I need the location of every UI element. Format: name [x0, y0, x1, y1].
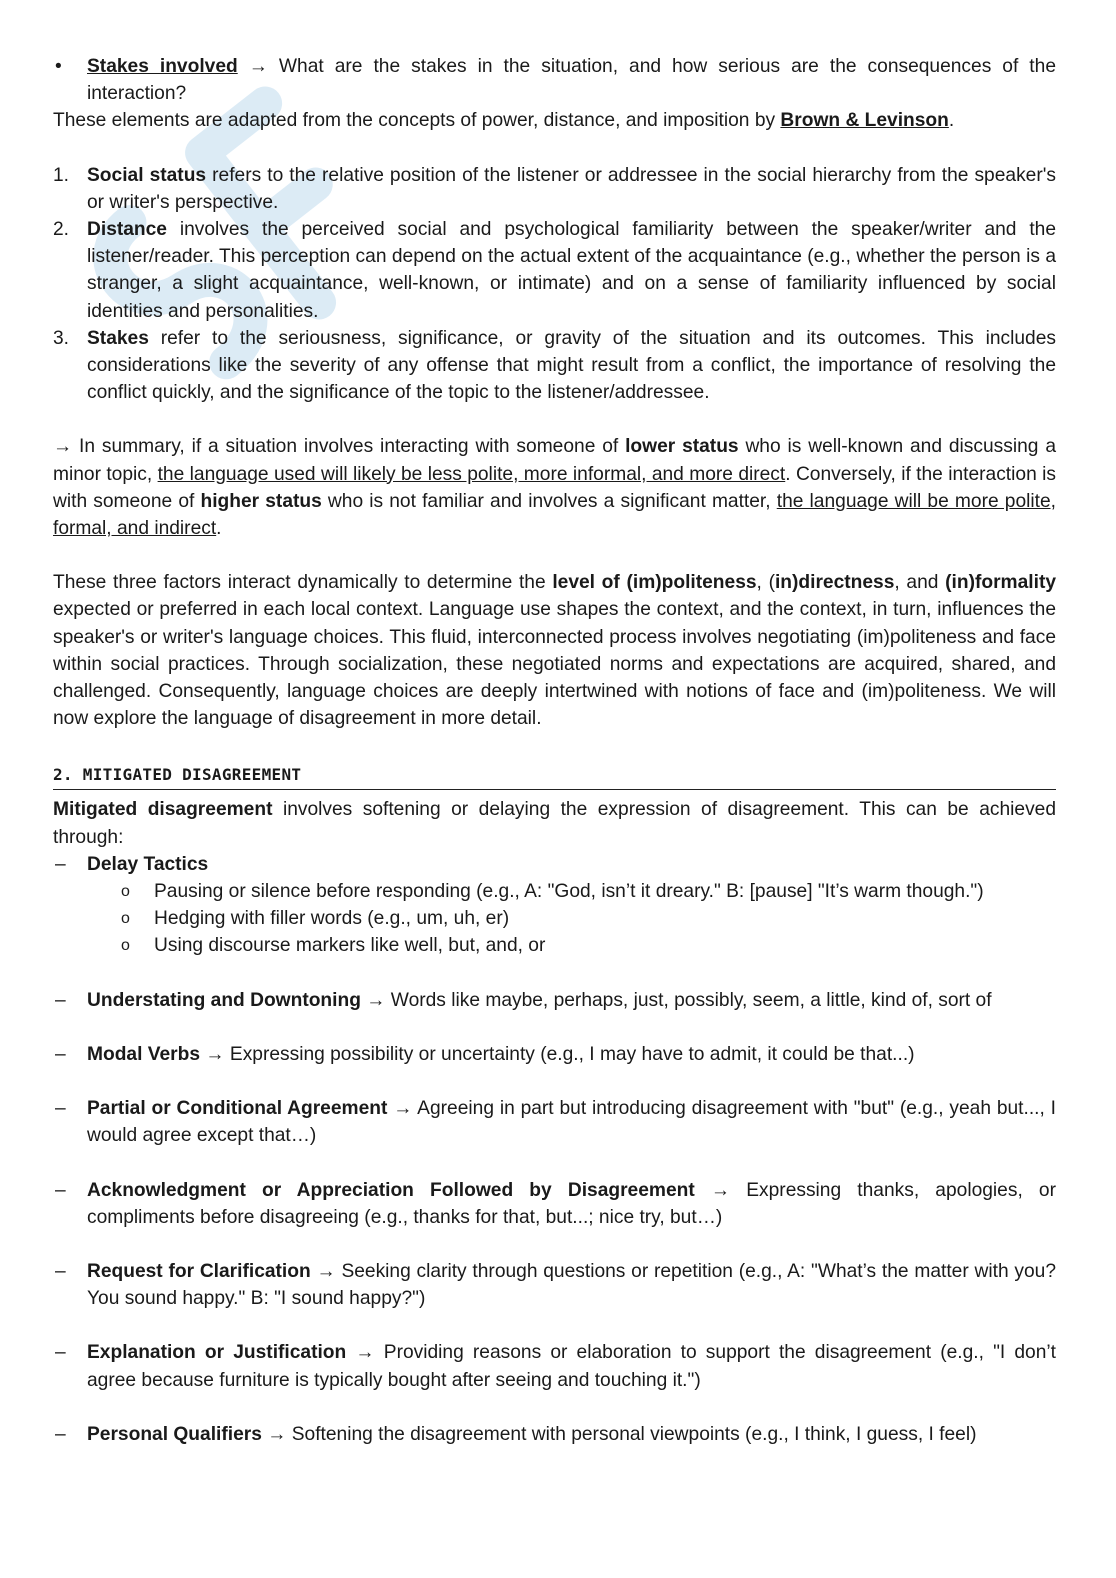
summary-text: who is not familiar and involves a significant matter, — [321, 490, 777, 512]
sub-item — [53, 932, 1056, 959]
strategy-text: Words like maybe, perhaps, just, possibly, seem, a little, kind of, sort of — [385, 989, 992, 1011]
sub-item — [53, 905, 1056, 932]
term: Explanation or Justification — [87, 1342, 347, 1364]
bullet-marker: • — [55, 56, 62, 77]
dash-marker: – — [55, 1098, 66, 1120]
dash-marker: – — [55, 1423, 66, 1445]
dash-marker: – — [55, 1043, 66, 1065]
dash-marker: – — [55, 1179, 66, 1201]
arrow-icon: → — [205, 1043, 225, 1065]
adapted-paragraph — [53, 107, 1056, 134]
bold-term: (in)formality — [945, 572, 1057, 594]
item-text: involves the perceived social and psychological familiarity between the speaker/writer and the listener/reader. This perception can depend on the actual extent of the acquaintance (e.g., whether the person is a stranger, a slight acquaintance, well-known, or intimate) and on a sense of familiarity influenced by social identities and personalities. — [87, 219, 1056, 322]
term: Stakes — [87, 327, 149, 349]
numbered-item-distance — [53, 216, 1056, 325]
dash-marker: – — [55, 853, 66, 875]
circle-bullet-icon: o — [121, 910, 130, 928]
term: Personal Qualifiers — [87, 1423, 262, 1445]
intro-term: Mitigated disagreement — [53, 799, 273, 821]
sub-item — [53, 878, 1056, 905]
term: Request for Clarification — [87, 1260, 311, 1282]
intro-text: involves softening or delaying the expression of disagreement. This can be achieved through: — [53, 799, 1056, 848]
arrow-icon: → — [393, 1098, 413, 1120]
circle-bullet-icon: o — [121, 883, 130, 901]
dash-marker: – — [55, 1260, 66, 1282]
underlined-phrase: the language used will likely be less polite, more informal, and more direct — [157, 463, 786, 485]
sub-item-text: Hedging with filler words (e.g., um, uh, er) — [154, 908, 510, 930]
dash-marker: – — [55, 1342, 66, 1364]
intro-paragraph — [53, 796, 1056, 850]
section-heading: 2. MITIGATED DISAGREEMENT — [53, 764, 1056, 790]
arrow-icon: → — [267, 1423, 287, 1445]
strategy-modal-verbs — [53, 1041, 1056, 1068]
strategy-understating — [53, 987, 1056, 1014]
term: Modal Verbs — [87, 1043, 201, 1065]
summary-text: In summary, if a situation involves interacting with someone of — [72, 436, 626, 458]
summary-text: . — [216, 518, 222, 540]
arrow-icon: → — [366, 989, 386, 1011]
higher-status: higher status — [200, 490, 322, 512]
item-text: refers to the relative position of the listener or addressee in the social hierarchy from the speaker's or writer's perspective. — [87, 164, 1056, 213]
sub-item-text: Using discourse markers like well, but, and, or — [154, 935, 546, 957]
strategy-explanation — [53, 1339, 1056, 1393]
strategy-acknowledgment — [53, 1177, 1056, 1231]
term: Partial or Conditional Agreement — [87, 1098, 388, 1120]
bold-term: in)directness — [774, 572, 895, 594]
strategy-request-clarification — [53, 1258, 1056, 1312]
summary-text: . Conversely, if the interaction is with someone of — [53, 463, 1056, 512]
strategy-text: Softening the disagreement with personal viewpoints (e.g., I think, I guess, I feel) — [286, 1423, 977, 1445]
factors-text: , ( — [756, 572, 775, 594]
factors-paragraph — [53, 569, 1056, 732]
adapted-end: . — [948, 110, 955, 132]
strategy-text: Agreeing in part but introducing disagreement with "but" (e.g., yeah but..., I would agree except that…) — [87, 1098, 1056, 1147]
term: Understating and Downtoning — [87, 989, 361, 1011]
term-stakes-involved: Stakes involved — [87, 56, 238, 77]
arrow-icon: → — [53, 436, 73, 458]
numbered-item-social-status — [53, 162, 1056, 216]
term: Social status — [87, 164, 207, 186]
strategy-delay-tactics — [53, 851, 1056, 878]
document-page — [53, 53, 1056, 1448]
brown-levinson-link[interactable]: Brown & Levinson — [780, 110, 949, 132]
strategy-text: Expressing thanks, apologies, or compliments before disagreeing (e.g., thanks for that, but...; nice try, but…) — [87, 1179, 1056, 1228]
term: Distance — [87, 219, 167, 241]
dash-marker: – — [55, 989, 66, 1011]
sub-item-text: Pausing or silence before responding (e.g., A: "God, isn’t it dreary." B: [pause] "It’s warm though.") — [154, 881, 984, 903]
arrow-icon: → — [316, 1260, 336, 1282]
arrow-icon: → — [355, 1342, 375, 1364]
strategy-partial-agreement — [53, 1095, 1056, 1149]
arrow-icon: → — [710, 1179, 731, 1201]
arrow-icon: → — [248, 56, 268, 77]
bullet-stakes-involved — [53, 53, 1056, 107]
bold-term: level of (im)politeness — [552, 572, 757, 594]
factors-text: expected or preferred in each local context. Language use shapes the context, and the context, in turn, influences the speaker's or writer's language choices. This fluid, interconnected process involves negotiating (im)politeness and face within social practices. Through socialization, these negotiated norms and expectations are acquired, shared, and challenged. Consequently, language choices are deeply intertwined with notions of face and (im)politeness. We will now explore the language of disagreement in more detail. — [53, 599, 1056, 730]
factors-text: These three factors interact dynamically to determine the — [53, 572, 553, 594]
number-label: 1. — [53, 164, 70, 186]
term: Acknowledgment or Appreciation Followed by Disagreement — [87, 1179, 695, 1201]
bullet-text: What are the stakes in the situation, and how serious are the consequences of the interaction? — [87, 56, 1056, 105]
factors-text: , and — [894, 572, 946, 594]
summary-paragraph — [53, 433, 1056, 542]
numbered-item-stakes — [53, 325, 1056, 407]
circle-bullet-icon: o — [121, 937, 130, 955]
strategy-text: Expressing possibility or uncertainty (e.g., I may have to admit, it could be that...) — [224, 1043, 915, 1065]
number-label: 2. — [53, 219, 70, 241]
number-label: 3. — [53, 327, 70, 349]
summary-text: who is well-known and discussing a minor topic, — [53, 436, 1056, 485]
item-text: refer to the seriousness, significance, or gravity of the situation and its outcomes. This includes considerations like the severity of any offense that might result from a conflict, the importance of resolving the conflict quickly, and the significance of the topic to the listener/addressee. — [87, 327, 1056, 404]
strategy-personal-qualifiers — [53, 1421, 1056, 1448]
strategy-text: Providing reasons or elaboration to support the disagreement (e.g., "I don’t agree because furniture is typically bought after seeing and touching it.") — [87, 1342, 1056, 1391]
adapted-text: These elements are adapted from the concepts of power, distance, and imposition by — [53, 110, 781, 132]
strategy-text: Seeking clarity through questions or repetition (e.g., A: "What’s the matter with you? You sound happy." B: "I sound happy?") — [87, 1260, 1056, 1310]
term: Delay Tactics — [87, 853, 209, 875]
underlined-phrase: the language will be more polite, formal, and indirect — [53, 490, 1056, 540]
lower-status: lower status — [625, 436, 739, 458]
